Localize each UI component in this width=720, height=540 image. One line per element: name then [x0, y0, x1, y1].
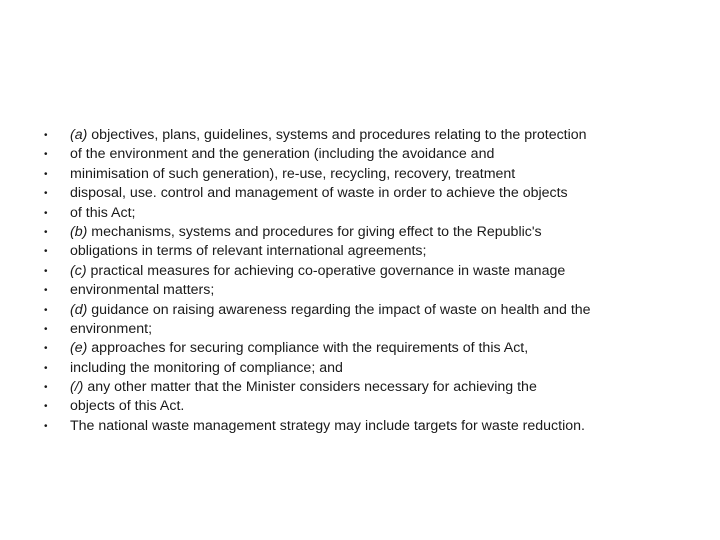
list-item-body: obligations in terms of relevant international agreements;: [70, 243, 427, 260]
list-item-text: [70, 224, 542, 240]
bullet-icon: •: [44, 226, 48, 238]
list-item-body: practical measures for achieving co-operative governance in waste manage: [86, 262, 566, 279]
list-item: [40, 242, 700, 261]
list-item-text: [70, 321, 152, 337]
list-item-text: [70, 263, 565, 279]
list-item: [40, 126, 700, 145]
list-item: [40, 262, 700, 281]
bullet-icon: •: [44, 246, 48, 258]
bullet-icon: •: [44, 323, 48, 335]
list-item-body: minimisation of such generation), re-use, recycling, recovery, treatment: [70, 165, 516, 182]
list-item: [40, 145, 700, 164]
list-item-body: environmental matters;: [70, 282, 215, 299]
clause-marker: (c): [70, 262, 87, 279]
clause-marker: (d): [70, 301, 88, 318]
list-item-text: [70, 205, 135, 221]
bullet-icon: •: [44, 265, 48, 277]
bullet-icon: •: [44, 420, 48, 432]
list-item-body: any other matter that the Minister considers necessary for achieving the: [83, 379, 537, 396]
list-item-body: environment;: [70, 320, 153, 337]
list-item-body: including the monitoring of compliance; and: [70, 359, 343, 376]
bullet-icon: •: [44, 130, 48, 141]
list-item: [40, 378, 700, 397]
list-item-text: [70, 398, 184, 414]
list-item: [40, 301, 700, 320]
bullet-icon: •: [44, 401, 48, 413]
bullet-icon: •: [44, 343, 48, 355]
bullet-icon: •: [44, 149, 48, 161]
list-item: [40, 223, 700, 242]
list-item-body: of the environment and the generation (including the avoidance and: [70, 146, 495, 163]
list-item-body: approaches for securing compliance with the requirements of this Act,: [87, 340, 529, 357]
list-item: [40, 184, 700, 203]
list-item-text: [70, 379, 537, 395]
list-item-text: [70, 146, 494, 162]
list-item: [40, 397, 700, 416]
list-item: [40, 281, 700, 300]
bullet-icon: •: [44, 188, 48, 200]
list-item-text: [70, 282, 214, 298]
list-item: [40, 339, 700, 358]
list-item: [40, 204, 700, 223]
bullet-list: [40, 126, 700, 436]
list-item-text: [70, 340, 528, 356]
list-item-body: mechanisms, systems and procedures for giving effect to the Republic's: [87, 223, 542, 240]
list-item-text: [70, 302, 591, 318]
bullet-icon: •: [44, 304, 48, 316]
clause-marker: (b): [70, 223, 88, 240]
list-item-text: [70, 418, 585, 434]
list-item-body: guidance on raising awareness regarding the impact of waste on health and the: [87, 301, 591, 318]
list-item: [40, 165, 700, 184]
bullet-icon: •: [44, 382, 48, 394]
list-item-text: [70, 127, 587, 143]
list-item-text: [70, 360, 343, 376]
bullet-icon: •: [44, 207, 48, 219]
clause-marker: (e): [70, 340, 88, 357]
clause-marker: (/): [70, 379, 84, 396]
list-item-body: objects of this Act.: [70, 398, 185, 415]
list-item: [40, 320, 700, 339]
bullet-icon: •: [44, 168, 48, 180]
clause-marker: (a): [70, 127, 88, 143]
list-item-text: [70, 166, 515, 182]
list-item-text: [70, 243, 426, 259]
list-item-body: disposal, use. control and management of waste in order to achieve the objects: [70, 185, 568, 202]
list-item: [40, 359, 700, 378]
bullet-icon: •: [44, 362, 48, 374]
bullet-icon: •: [44, 285, 48, 297]
list-item-body: The national waste management strategy may include targets for waste reduction.: [70, 417, 585, 434]
list-item-body: of this Act;: [70, 204, 136, 221]
list-item-text: [70, 185, 568, 201]
list-item: [40, 417, 700, 436]
list-item-body: objectives, plans, guidelines, systems and procedures relating to the protection: [87, 127, 587, 143]
